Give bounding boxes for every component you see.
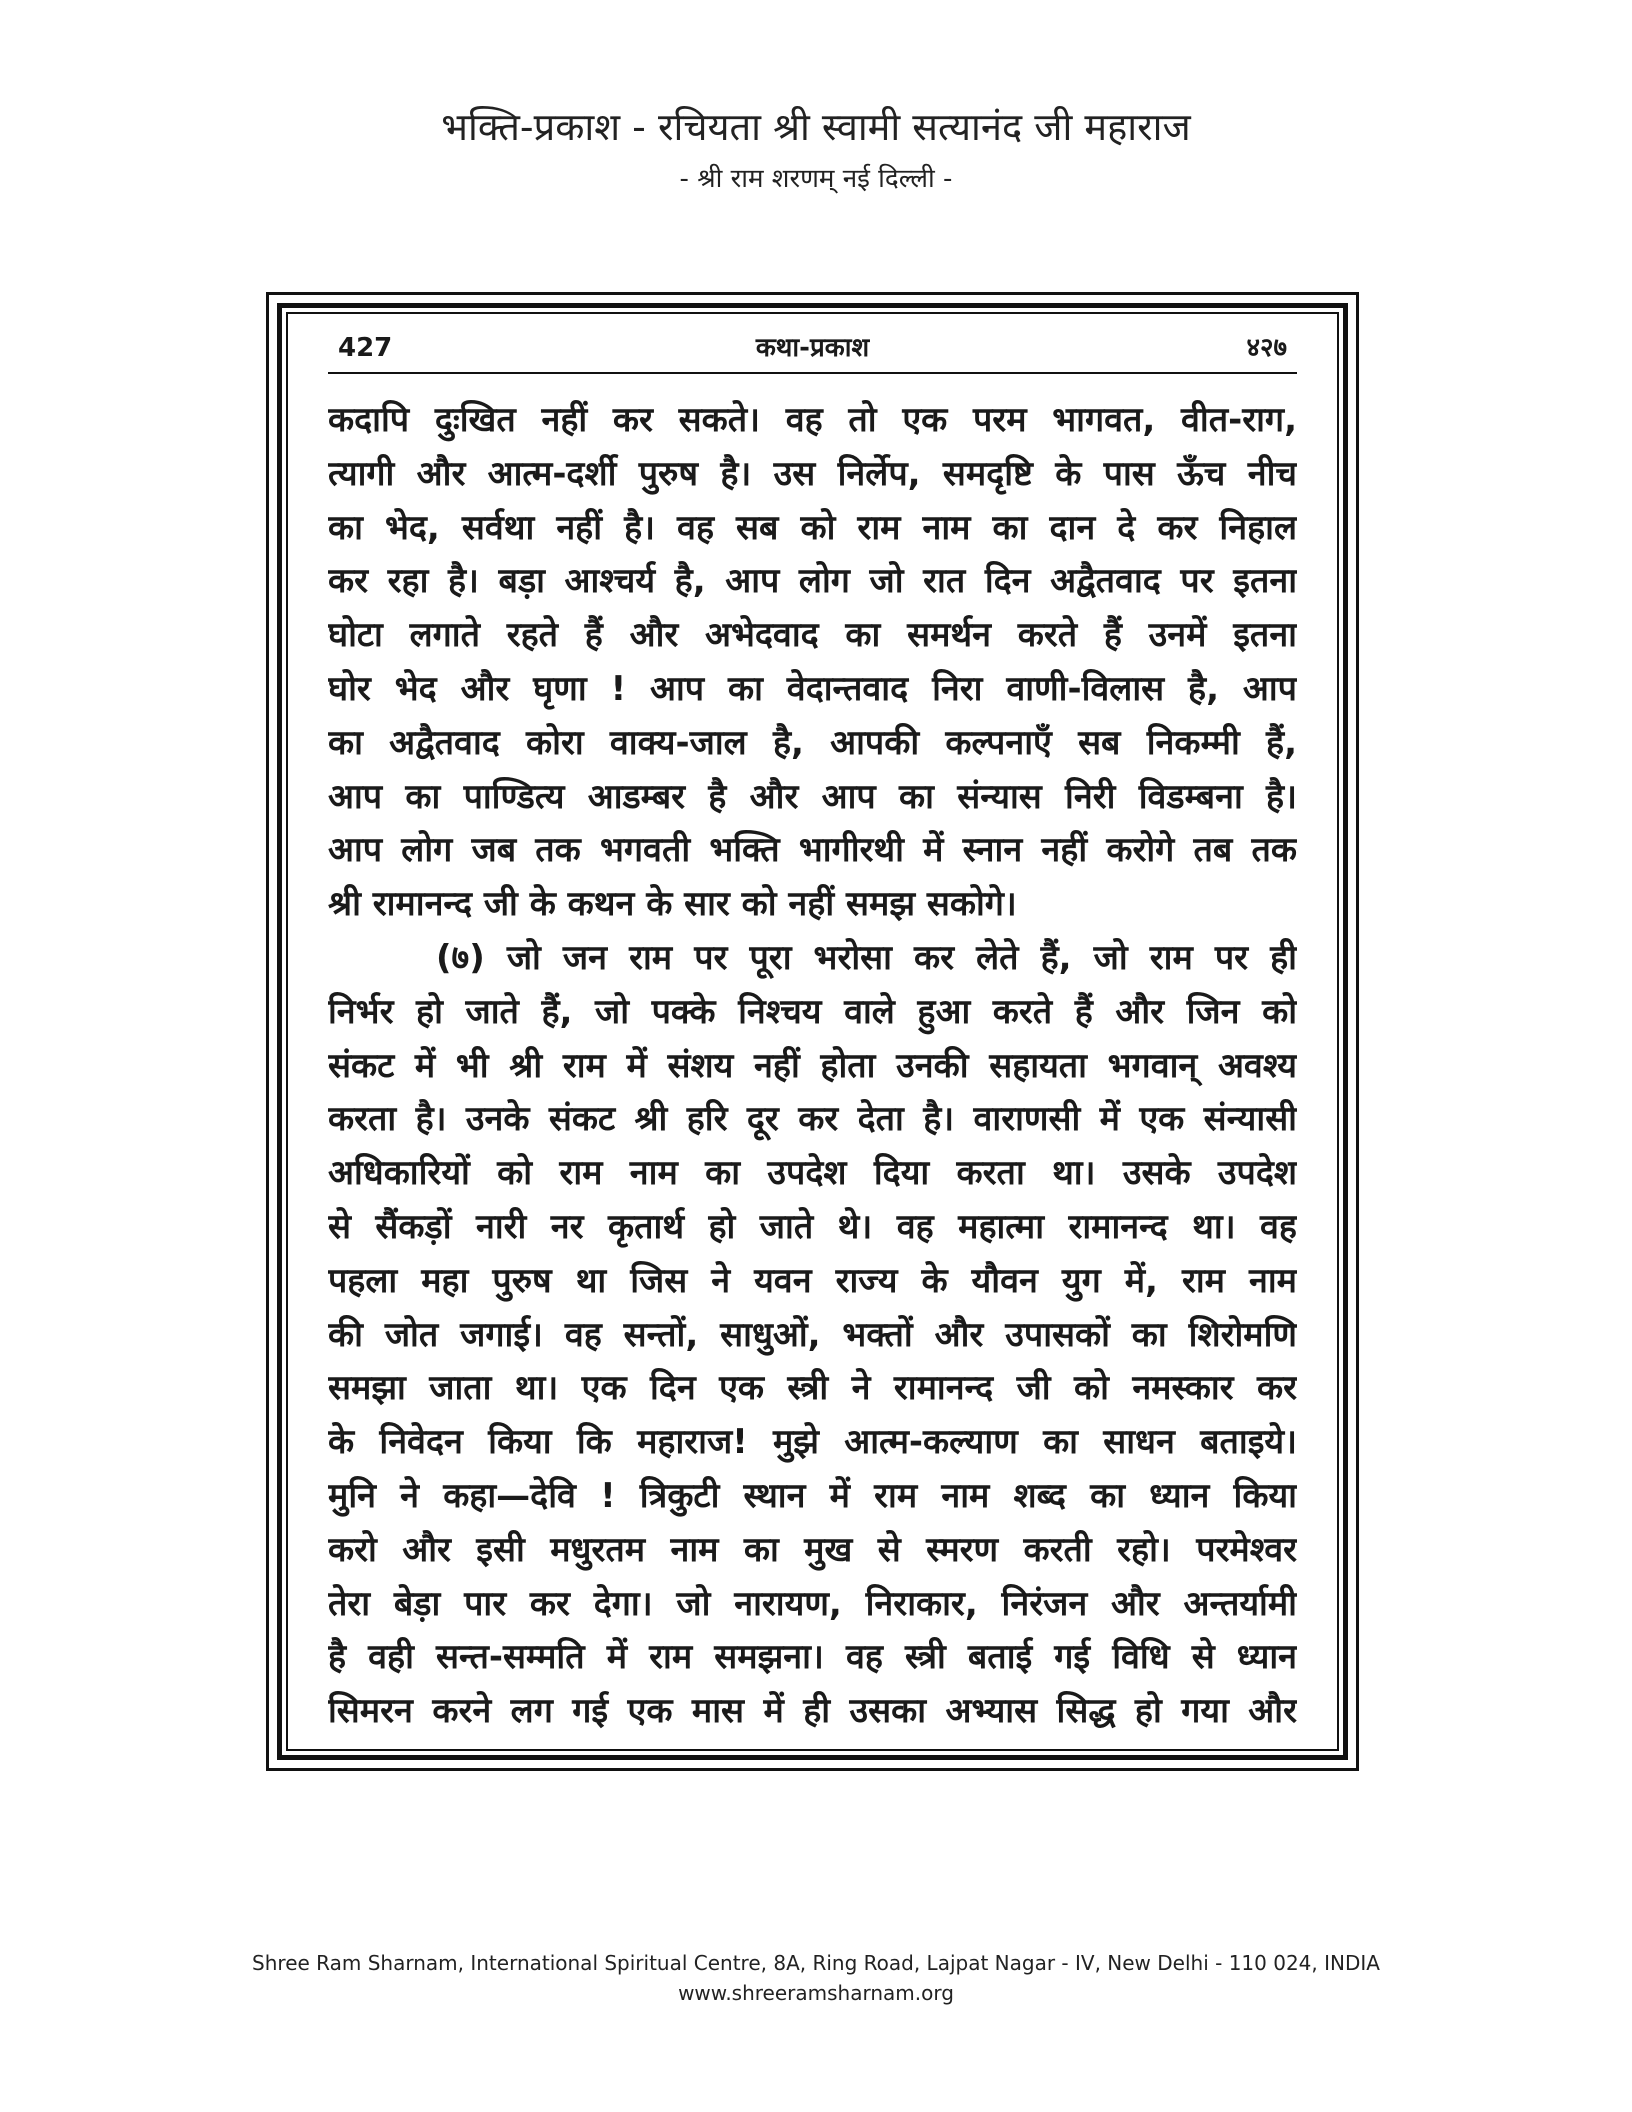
text-line: मुनि ने कहा—देवि ! त्रिकुटी स्थान में राम नाम शब्द का ध्यान किया — [328, 1475, 1297, 1516]
text-line: घोटा लगाते रहते हैं और अभेदवाद का समर्थन करते हैं उनमें इतना — [328, 615, 1297, 656]
text-line: से सैंकड़ों नारी नर कृतार्थ हो जाते थे। वह महात्मा रामानन्द था। वह — [328, 1206, 1297, 1247]
publisher-line: - श्री राम शरणम् नई दिल्ली - — [679, 164, 953, 194]
text-line: समझा जाता था। एक दिन एक स्त्री ने रामानन्द जी को नमस्कार कर — [328, 1368, 1297, 1409]
footer-website: www.shreeramsharnam.org — [678, 1981, 954, 2005]
text-line: कर रहा है। बड़ा आश्चर्य है, आप लोग जो रात दिन अद्वैतवाद पर इतना — [328, 561, 1297, 602]
text-line: आप का पाण्डित्य आडम्बर है और आप का संन्यास निरी विडम्बना है। — [328, 776, 1297, 817]
text-line: त्यागी और आत्म-दर्शी पुरुष है। उस निर्लेप, समदृष्टि के पास ऊँच नीच — [328, 453, 1297, 494]
text-line: पहला महा पुरुष था जिस ने यवन राज्य के यौवन युग में, राम नाम — [328, 1260, 1297, 1301]
text-line: करता है। उनके संकट श्री हरि दूर कर देता है। वाराणसी में एक संन्यासी — [328, 1099, 1297, 1140]
text-line: करो और इसी मधुरतम नाम का मुख से स्मरण करती रहो। परमेश्वर — [328, 1529, 1297, 1570]
text-line: कदापि दुःखित नहीं कर सकते। वह तो एक परम भागवत, वीत-राग, — [328, 400, 1297, 440]
text-line: आप लोग जब तक भगवती भक्ति भागीरथी में स्नान नहीं करोगे तब तक — [328, 830, 1297, 871]
page-header — [0, 100, 1632, 200]
body-text — [328, 394, 1297, 1739]
page-footer — [0, 1948, 1632, 2008]
text-line: तेरा बेड़ा पार कर देगा। जो नारायण, निराकार, निरंजन और अन्तर्यामी — [328, 1583, 1297, 1624]
running-head — [328, 328, 1297, 374]
text-line: की जोत जगाई। वह सन्तों, साधुओं, भक्तों और उपासकों का शिरोमणि — [328, 1314, 1297, 1355]
frame-inner-border — [286, 312, 1339, 1751]
section-title: कथा-प्रकाश — [755, 333, 870, 363]
page-number-devanagari: ४२७ — [1246, 333, 1287, 363]
text-line: का अद्वैतवाद कोरा वाक्य-जाल है, आपकी कल्पनाएँ सब निकम्मी हैं, — [328, 722, 1297, 763]
text-line: (७) जो जन राम पर पूरा भरोसा कर लेते हैं, जो राम पर ही — [436, 937, 1297, 978]
text-line: अधिकारियों को राम नाम का उपदेश दिया करता था। उसके उपदेश — [328, 1153, 1297, 1194]
text-line: घोर भेद और घृणा ! आप का वेदान्तवाद निरा वाणी-विलास है, आप — [328, 668, 1297, 709]
page-frame — [266, 292, 1359, 1771]
text-line: है वही सन्त-सम्मति में राम समझना। वह स्त्री बताई गई विधि से ध्यान — [328, 1637, 1297, 1678]
text-line: संकट में भी श्री राम में संशय नहीं होता उनकी सहायता भगवान् अवश्य — [328, 1045, 1297, 1086]
text-line: सिमरन करने लग गई एक मास में ही उसका अभ्यास सिद्ध हो गया और — [328, 1691, 1297, 1732]
text-line: निर्भर हो जाते हैं, जो पक्के निश्चय वाले हुआ करते हैं और जिन को — [328, 991, 1297, 1032]
frame-border — [277, 303, 1348, 1760]
text-line: श्री रामानन्द जी के कथन के सार को नहीं समझ सकोगे। — [328, 884, 1017, 925]
footer-address: Shree Ram Sharnam, International Spiritual Centre, 8A, Ring Road, Lajpat Nagar - IV, New Delhi - 110 024, INDIA — [252, 1951, 1380, 1975]
text-line: के निवेदन किया कि महाराज! मुझे आत्म-कल्याण का साधन बताइये। — [328, 1422, 1297, 1463]
page-number-arabic: 427 — [338, 333, 393, 363]
book-title: भक्ति-प्रकाश - रचियता श्री स्वामी सत्यानंद जी महाराज — [441, 105, 1191, 149]
text-line: का भेद, सर्वथा नहीं है। वह सब को राम नाम का दान दे कर निहाल — [328, 507, 1297, 548]
